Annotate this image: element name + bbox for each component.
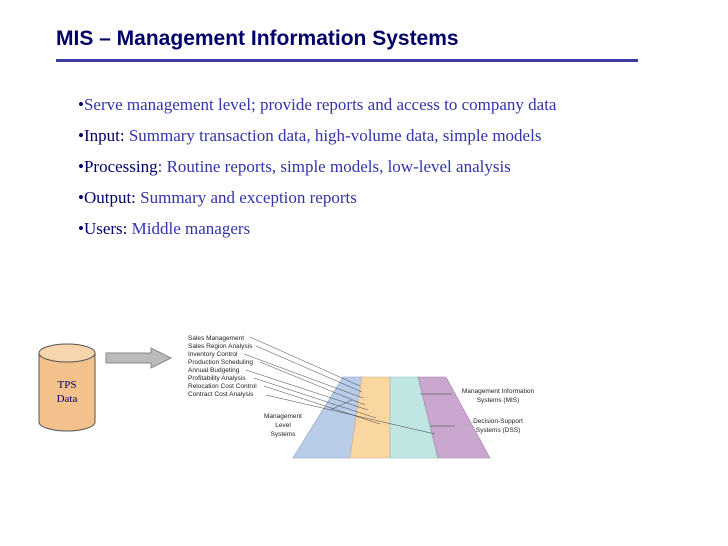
tps-label-line: Data — [56, 393, 78, 405]
dss-label: Decision-Support — [473, 418, 523, 425]
bullet-item — [78, 218, 598, 239]
bullet-label: Users: — [83, 219, 132, 238]
flow-arrow-icon — [105, 347, 173, 369]
dss-label: Systems (DSS) — [475, 427, 521, 434]
app-label: Production Scheduling — [188, 359, 254, 366]
app-label: Contract Cost Analysis — [188, 391, 254, 398]
bullet-list — [78, 94, 598, 249]
page-title: MIS – Management Information Systems — [56, 27, 459, 50]
bullet-text: Summary transaction data, high-volume data, simple models — [128, 126, 542, 145]
level-label: Systems — [270, 431, 296, 438]
bullet-item — [78, 187, 598, 208]
bullet-text: Serve management level; provide reports and access to company data — [83, 95, 557, 114]
systems-diagram — [180, 330, 535, 466]
app-label: Sales Region Analysis — [188, 343, 253, 350]
bullet-dot: • — [78, 157, 84, 176]
bullet-dot: • — [78, 126, 84, 145]
bullet-dot: • — [78, 219, 84, 238]
app-label: Inventory Control — [188, 351, 238, 358]
bullet-label: Processing — [83, 157, 158, 176]
title-divider — [56, 59, 638, 62]
mis-label: Management Information — [461, 388, 535, 395]
app-label: Sales Management — [188, 335, 245, 342]
bullet-dot: • — [78, 188, 84, 207]
bullet-label: Output: — [83, 188, 141, 207]
app-label: Relocation Cost Control — [188, 383, 257, 390]
tps-data-label — [38, 378, 96, 406]
bullet-item — [78, 94, 598, 115]
mis-label: Systems (MIS) — [476, 397, 520, 404]
bullet-item — [78, 156, 598, 177]
bullet-label: Input: — [83, 126, 129, 145]
bullet-text: Summary and exception reports — [140, 188, 357, 207]
app-label: Annual Budgeting — [188, 367, 240, 374]
level-label: Level — [275, 422, 291, 429]
bullet-text: : Routine reports, simple models, low-level analysis — [157, 157, 511, 176]
bullet-dot: • — [78, 95, 84, 114]
app-label: Profitability Analysis — [188, 375, 246, 382]
level-label: Management — [264, 413, 302, 420]
bullet-text: Middle managers — [131, 219, 251, 238]
bullet-item — [78, 125, 598, 146]
tps-label-line: TPS — [57, 379, 77, 391]
